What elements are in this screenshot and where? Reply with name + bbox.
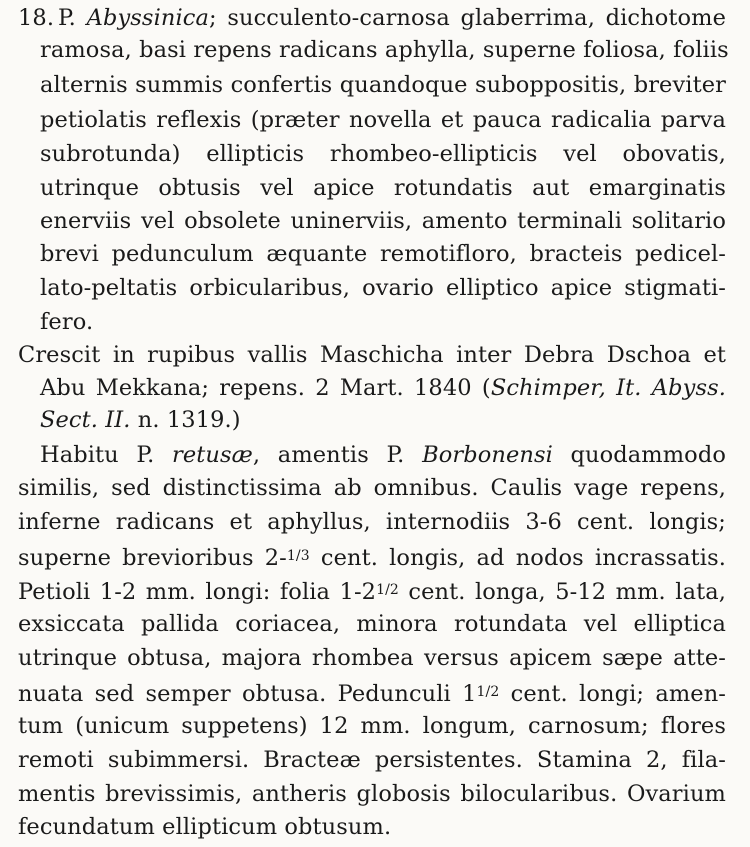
p3-line-9: tum (unicum suppetens) 12 mm. longum, carnosum; flores: [18, 713, 726, 739]
p3-line-7: utrinque obtusa, majora rhombea versus apicem sæpe atte-: [18, 645, 726, 671]
p3-line-2: similis, sed distinctissima ab omnibus. Caulis vage repens,: [18, 475, 726, 501]
fraction: 1/2: [376, 582, 399, 598]
p3-line-5: Petioli 1-2 mm. longi: folia $1-2^{1/2}$ cent. longa, 5-12 mm. lata,: [18, 579, 726, 605]
p3-line-8: nuata sed semper obtusa. Pedunculi $1^{1/2}$ cent. longi; amen-: [18, 681, 726, 707]
p1-line-1: 18. P. Abyssinica; succulento-carnosa glaberrima, dichotome: [18, 5, 726, 31]
p2-line-3: Sect. II. n. 1319.): [40, 407, 241, 433]
p3-line-11: mentis brevissimis, antheris globosis bilocularibus. Ovarium: [18, 781, 726, 807]
p1-line-10: fero.: [40, 309, 94, 335]
species-name: Abyssinica: [86, 5, 209, 31]
p3-line-10: remoti subimmersi. Bracteæ persistentes. Stamina 2, fila-: [18, 747, 726, 773]
genus: P.: [58, 5, 76, 31]
p1-line-4: petiolatis reflexis (præter novella et pauca radicalia parva: [40, 107, 726, 133]
p1-line-3: alternis summis confertis quandoque suboppositis, breviter: [40, 72, 726, 98]
entry-number: 18.: [18, 5, 55, 31]
collector-reference: Schimper, It. Abyss.: [490, 375, 726, 401]
p1-line-5: subrotunda) ellipticis rhombeo-ellipticis vel obovatis,: [40, 141, 726, 167]
p3-line-3: inferne radicans et aphyllus, internodiis 3-6 cent. longis;: [18, 509, 726, 535]
p3-line-4: superne brevioribus 2-$^{1/3}$ cent. longis, ad nodos incrassatis.: [18, 545, 726, 571]
p3-line-6: exsiccata pallida coriacea, minora rotundata vel elliptica: [18, 611, 726, 637]
p2-line-1: Crescit in rupibus vallis Maschicha inter Debra Dschoa et: [18, 342, 726, 368]
fraction: 1/3: [286, 548, 310, 564]
p3-line-12: fecundatum ellipticum obtusum.: [18, 814, 392, 840]
p1-line-6: utrinque obtusis vel apice rotundatis aut emarginatis: [40, 175, 726, 201]
p1-line-8: brevi pedunculum æquante remotifloro, bracteis pedicel-: [40, 241, 726, 267]
p1-line-7: enerviis vel obsolete uninerviis, amento terminali solitario: [40, 208, 726, 234]
p1-line-2: ramosa, basi repens radicans aphylla, superne foliosa, foliis: [40, 37, 729, 63]
p2-line-2: Abu Mekkana; repens. 2 Mart. 1840 (Schimper, It. Abyss.: [40, 375, 726, 401]
fraction: 1/2: [476, 684, 500, 700]
p1-line-9: lato-peltatis orbicularibus, ovario elliptico apice stigmati-: [40, 275, 726, 301]
p3-line-1: Habitu P. retusæ, amentis P. Borbonensi quodammodo: [40, 442, 726, 468]
